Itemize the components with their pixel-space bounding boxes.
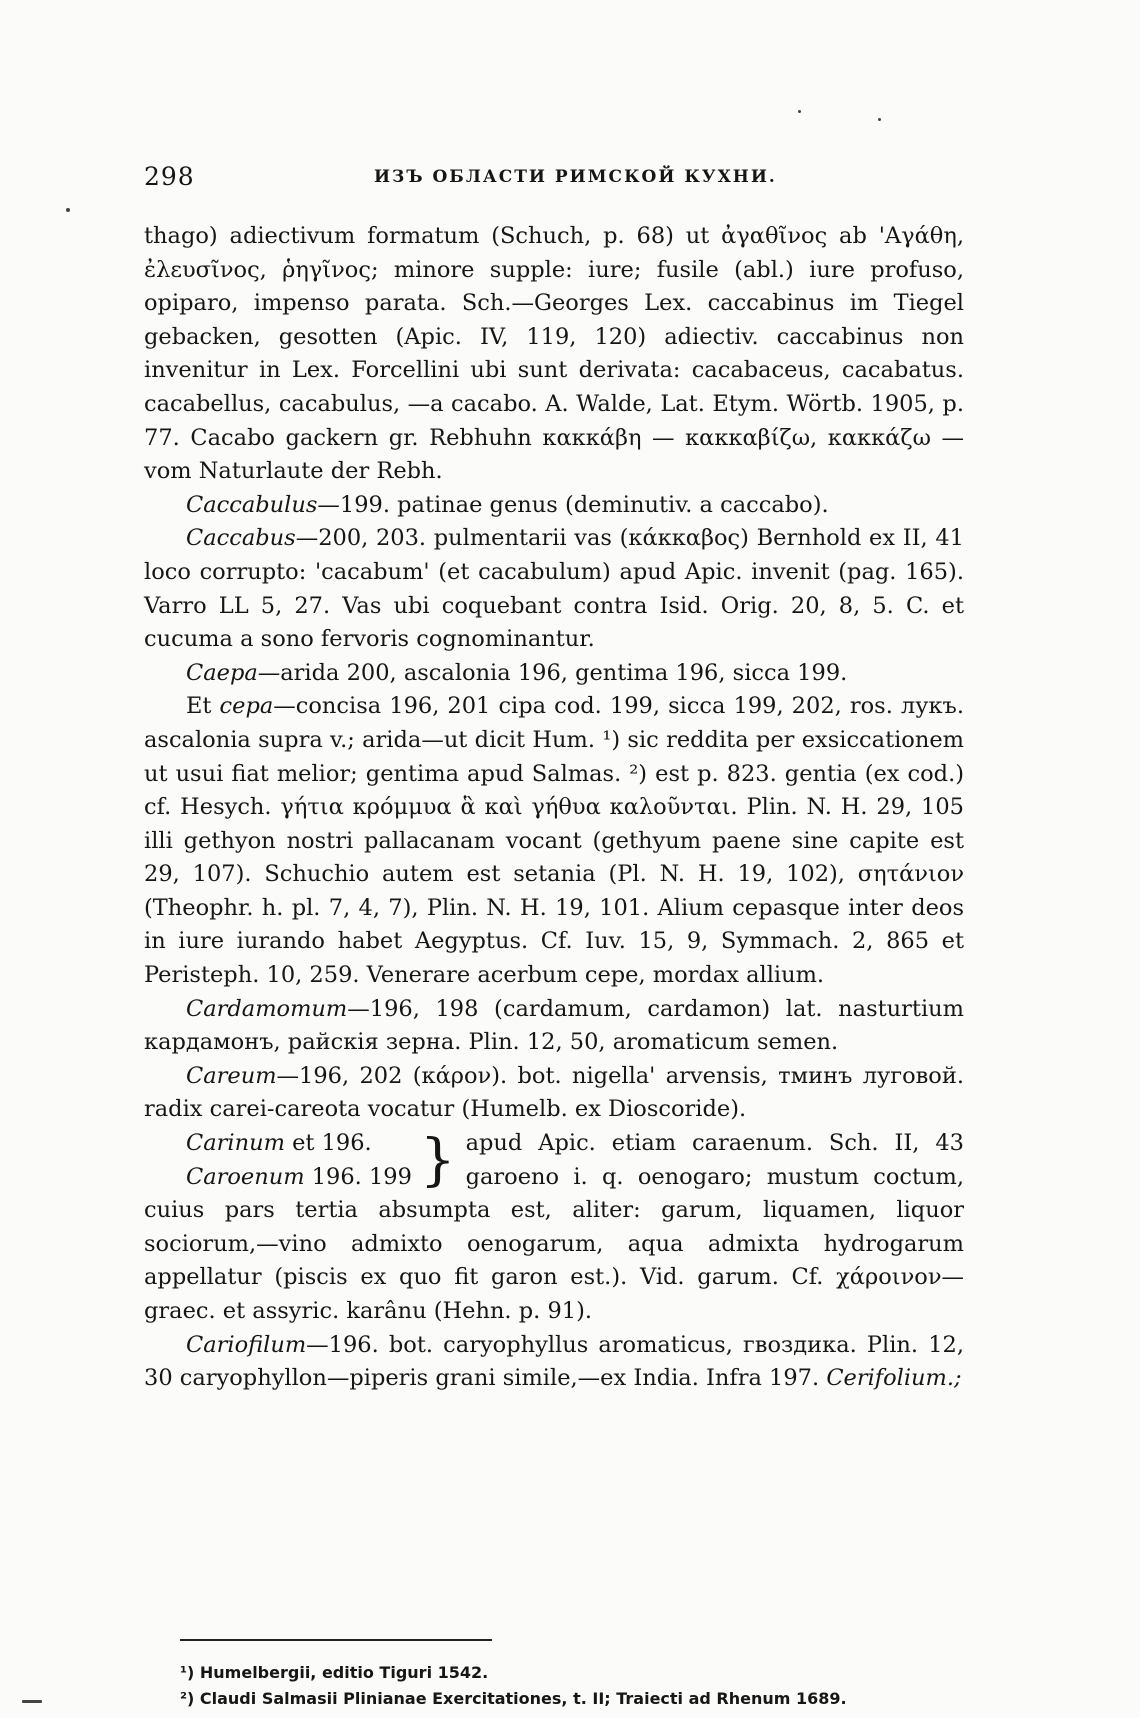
page-number: 298 [144, 162, 195, 191]
footnote-divider [180, 1639, 492, 1641]
entry-term: Carinum [186, 1130, 285, 1157]
entry-text: —196. bot. caryophyllus aromaticus, гвоздика. Plin. 12, 30 caryophyllon—piperis grani simile,—ex India. Infra 197. [144, 1331, 964, 1392]
brace-text-line: apud Apic. etiam caraenum. Sch. II, 43 [465, 1130, 964, 1157]
brace-text-line: garoeno i. q. oenogaro; mustum coctum, [465, 1163, 964, 1190]
entry-term: Caccabulus [186, 491, 318, 518]
entry-term: Caepa [186, 659, 258, 686]
entry-cardamomum [144, 993, 964, 1060]
entry-text: —196, 198 (cardamum, cardamon) lat. nasturtium кардамонъ, райскія зерна. Plin. 12, 50, aromaticum semen. [144, 995, 964, 1056]
entry-careum [144, 1060, 964, 1127]
running-title: ИЗЪ ОБЛАСТИ РИМСКОЙ КУХНИ. [374, 167, 777, 187]
entry-caccabulus [144, 489, 964, 523]
entry-caepa [144, 657, 964, 691]
footnote-2: ²) Claudi Salmasii Plinianae Exercitationes, t. II; Traiecti ad Rhenum 1689. [180, 1689, 847, 1708]
entry-text: —concisa 196, 201 cipa cod. 199, sicca 199, 202, ros. лукъ. ascalonia supra v.; arida—ut dicit Hum. ¹) sic reddita per exsiccationem ut usui fiat melior; gentima apud Salmas. ²) est p. 823. gentia (ex cod.) cf. Hesych. γήτια κρόμμυα ἃ καὶ γήθυα καλοῦνται. Plin. N. H. 29, 105 illi gethyon nostri pallacanam vocant (gethyum paene sine capite est 29, 107). Schuchio autem est setania (Pl. N. H. 19, 102), σητάνιον (Theophr. h. pl. 7, 4, 7), Plin. N. H. 19, 101. Alium cepasque inter deos in iure iurando habet Aegyptus. Cf. Iuv. 15, 9, Symmach. 2, 865 et Peristeph. 10, 259. Venerare acerbum cepe, mordax allium. [144, 693, 964, 989]
brace-right-text [466, 1127, 964, 1194]
entry-term: Caroenum [186, 1163, 305, 1190]
scan-speck [22, 1700, 42, 1703]
brace-icon: } [419, 1127, 456, 1193]
entry-caccabus [144, 522, 964, 656]
entry-term: Careum [186, 1062, 277, 1089]
entry-carinum-caroenum [144, 1127, 964, 1194]
footnote-1: ¹) Humelbergii, editio Tiguri 1542. [180, 1663, 489, 1682]
paragraph-continuation: thago) adiectivum formatum (Schuch, p. 68) ut ἀγαθῖνος ab 'Αγάθη, ἐλευσῖνος, ῥηγῖνος; minore supple: iure; fusile (abl.) iure profuso, opiparo, impenso parata. Sch.—Georges Lex. caccabinus im Tiegel gebacken, gesotten (Apic. IV, 119, 120) adiectiv. caccabinus non invenitur in Lex. Forcellini ubi sunt derivata: cacabaceus, cacabatus. cacabellus, cacabulus, —a cacabo. A. Walde, Lat. Etym. Wörtb. 1905, p. 77. Cacabo gackern gr. Rebhuhn κακκάβη — κακκαβίζω, κακκάζω — vom Naturlaute der Rebh. [144, 223, 964, 485]
entry-term: cepa [219, 693, 274, 720]
scan-speck [878, 118, 881, 121]
entry-term: Caccabus [186, 525, 296, 552]
scan-speck [66, 208, 70, 212]
entry-term: Cariofilum [186, 1331, 307, 1358]
entry-cross-ref: Cerifolium.; [826, 1365, 962, 1392]
entry-text: —arida 200, ascalonia 196, gentima 196, sicca 199. [257, 659, 848, 686]
footnotes [180, 1660, 980, 1712]
entry-ref: et 196. [292, 1130, 372, 1157]
brace-left-terms [144, 1127, 412, 1194]
entry-text: —196, 202 (κάρον). bot. nigella' arvensis, тминъ луговой. radix carei-careota vocatur (Humelb. ex Dioscoride). [144, 1062, 964, 1123]
entry-ref: 196. 199 [311, 1163, 412, 1190]
entry-text: —199. patinae genus (deminutiv. a caccabo). [317, 491, 829, 518]
entry-cariofilum [144, 1329, 964, 1396]
paragraph-continuation: cuius pars tertia absumpta est, aliter: garum, liquamen, liquor sociorum,—vino admixto oenogarum, aqua admixta hydrogarum appellatur (piscis ex quo fit garon est.). Vid. garum. Cf. χάροινον—graec. et assyric. karânu (Hehn. p. 91). [144, 1197, 964, 1324]
entry-cepa [144, 690, 964, 992]
scan-speck [798, 110, 801, 113]
entry-text: —200, 203. pulmentarii vas (κάκκαβος) Bernhold ex II, 41 loco corrupto: 'cacabum' (et cacabulum) apud Apic. invenit (pag. 165). Varro LL 5, 27. Vas ubi coquebant contra Isid. Orig. 20, 8, 5. C. et cucuma a sono fervoris cognominantur. [144, 525, 964, 653]
page-header [144, 162, 964, 196]
entry-lead: Et [186, 693, 220, 720]
entry-term: Cardamomum [186, 995, 348, 1022]
main-text [144, 220, 964, 1396]
